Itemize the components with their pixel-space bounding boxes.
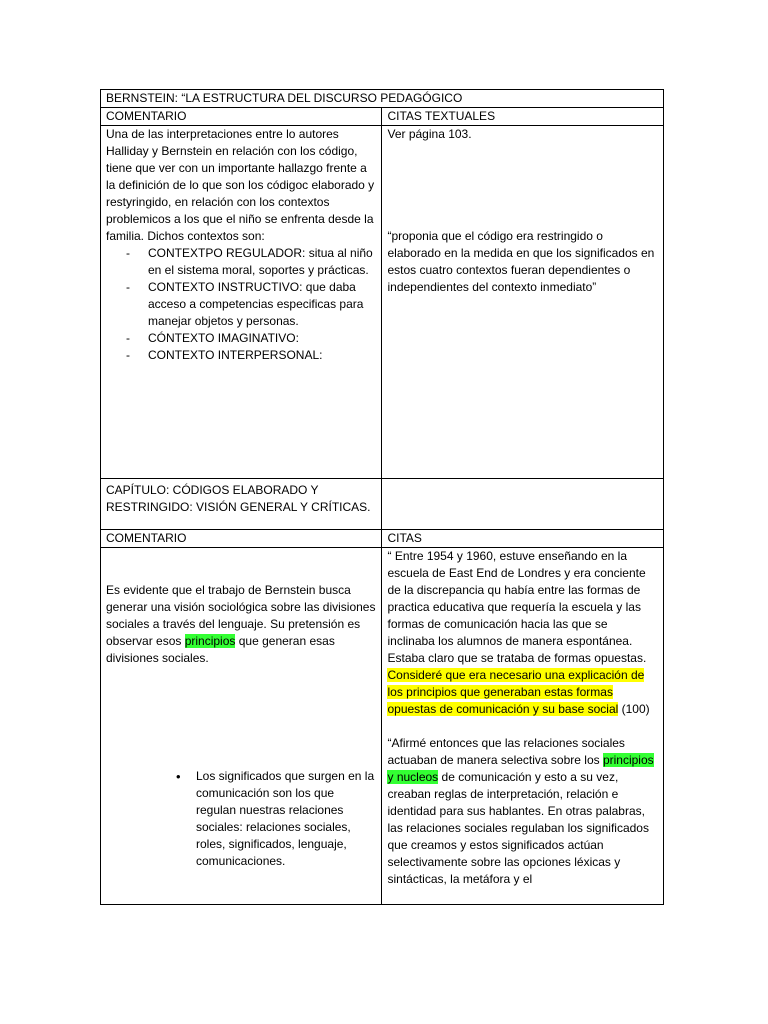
cita-1-highlight: Consideré que era necesario una explicación de los principios que generaban estas formas opuestas de comunicación y su base social bbox=[387, 668, 645, 716]
highlight-principios: principios bbox=[184, 634, 236, 648]
bullet-item: • Los significados que surgen en la comunicación son los que regulan nuestras relaciones sociales: relaciones sociales, roles, significados, lenguaje, comunicaciones. bbox=[196, 768, 376, 870]
cita-1-text: “ Entre 1954 y 1960, estuve enseñando en la escuela de East End de Londres y era conciente de la discrepancia qu había entre las formas de practica educativa que requería la escuela y las formas de comunicación hacia las que se inclinaba los alumnos de manera espontánea. Estaba claro que se trataba de formas opuestas. bbox=[387, 549, 647, 665]
bullet-list bbox=[106, 768, 376, 870]
section2-citas-cell bbox=[382, 548, 664, 905]
comentario-header-2: COMENTARIO bbox=[101, 530, 382, 548]
context-item: - CONTEXTO INTERPERSONAL: bbox=[148, 347, 376, 364]
comment-paragraph bbox=[106, 582, 376, 667]
section2-content-row bbox=[101, 548, 664, 905]
chapter-title bbox=[101, 479, 382, 530]
spacer bbox=[106, 667, 376, 768]
section1-comment-cell bbox=[101, 126, 382, 479]
comentario-header: COMENTARIO bbox=[101, 108, 382, 126]
section2-header-row bbox=[101, 530, 664, 548]
notes-table bbox=[100, 89, 664, 905]
title-row bbox=[101, 90, 664, 108]
section1-citas-cell bbox=[382, 126, 664, 479]
cita-2-text-end: de comunicación y esto a su vez, creaban reglas de interpretación, relación e identidad para sus hablantes. En otras palabras, las relaciones sociales regulaban los significados que creamos y estos significados actúan selectivamente sobre las opciones léxicas y sintácticas, la metáfora y el bbox=[387, 770, 649, 886]
chapter-empty-cell bbox=[382, 479, 664, 530]
cita-2-highlight: principios y nucleos bbox=[387, 753, 654, 784]
cita-1 bbox=[387, 548, 658, 718]
citas-header: CITAS bbox=[382, 530, 664, 548]
citas-textuales-header: CITAS TEXTUALES bbox=[382, 108, 664, 126]
cita-2-text: “Afirmé entonces que las relaciones sociales actuaban de manera selectiva sobre los bbox=[387, 736, 625, 767]
chapter-row bbox=[101, 479, 664, 530]
spacer bbox=[387, 718, 658, 735]
comment-text: Es evidente que el trabajo de Bernstein busca generar una visión sociológica sobre las divisiones sociales a través del lenguaje. Su pretensión es observar esos bbox=[106, 583, 376, 648]
cita-quote: “proponia que el código era restringido o elaborado en la medida en que los significados en estos cuatro contextos fueran dependientes o independientes del contexto inmediato” bbox=[387, 229, 655, 294]
comment-text-end: que generan esas divisiones sociales. bbox=[106, 634, 335, 665]
contexts-list bbox=[106, 245, 376, 364]
cita-1-ref: (100) bbox=[618, 702, 650, 716]
comment-intro: Una de las interpretaciones entre lo autores Halliday y Bernstein en relación con los código, tiene que ver con un importante hallazgo frente a la definición de lo que son los códigoc elaborado y restyringido, en relación con los contextos problemicos a los que el niño se enfrenta desde la familia. Dichos contextos son: bbox=[106, 127, 375, 243]
section1-header-row bbox=[101, 108, 664, 126]
spacer bbox=[387, 143, 658, 228]
cita-page-ref: Ver página 103. bbox=[387, 127, 472, 141]
context-item: - CONTEXTPO REGULADOR: situa al niño en el sistema moral, soportes y prácticas. bbox=[148, 245, 376, 279]
section2-comment-cell bbox=[101, 548, 382, 905]
chapter-title-text: CAPÍTULO: CÓDIGOS ELABORADO Y RESTRINGIDO: VISIÓN GENERAL Y CRÍTICAS. bbox=[106, 483, 371, 514]
cita-2 bbox=[387, 735, 658, 888]
context-item: - CONTEXTO INSTRUCTIVO: que daba acceso a competencias especificas para manejar objetos y personas. bbox=[148, 279, 376, 330]
document-title: BERNSTEIN: “LA ESTRUCTURA DEL DISCURSO PEDAGÓGICO bbox=[101, 90, 664, 108]
section1-content-row bbox=[101, 126, 664, 479]
context-item: - CÓNTEXTO IMAGINATIVO: bbox=[148, 330, 376, 347]
spacer bbox=[106, 548, 376, 582]
